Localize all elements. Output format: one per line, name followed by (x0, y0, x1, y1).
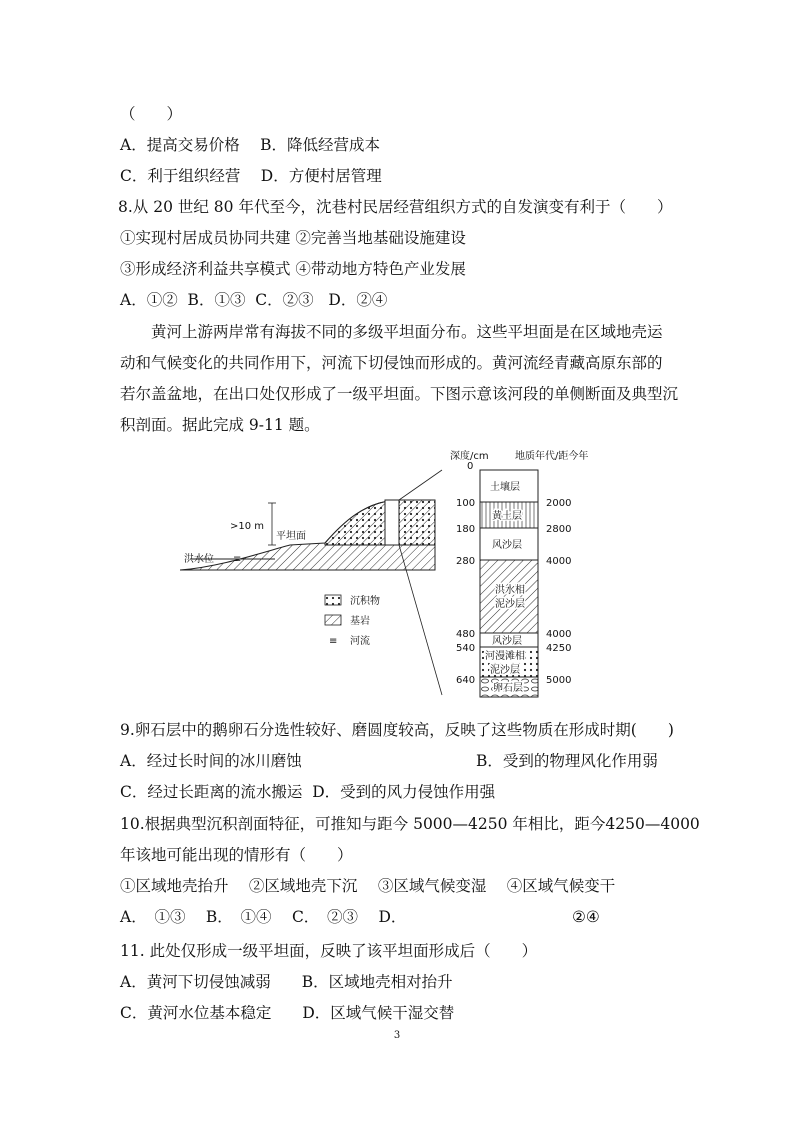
q9-options-cd: C．经过长距离的流水搬运 D．受到的风力侵蚀作用强 (120, 783, 496, 801)
layer-floodplain-2: 泥沙层 (490, 665, 520, 676)
flood-symbol: ≡ (233, 554, 242, 565)
depth-280: 280 (456, 556, 476, 567)
terrace-label: 平坦面 (276, 531, 306, 542)
q8-items-12: ①实现村居成员协同共建 ②完善当地基础设施建设 (120, 229, 466, 247)
age-2000: 2000 (546, 498, 572, 509)
q11-options-cd: C．黄河水位基本稳定 D．区域气候干湿交替 (120, 1004, 455, 1022)
q9-stem: 9.卵石层中的鹅卵石分选性较好、磨圆度较高，反映了这些物质在形成时期( ) (120, 721, 674, 739)
strat-column (450, 449, 588, 697)
age-2800: 2800 (546, 524, 572, 535)
q11-options-ab: A．黄河下切侵蚀减弱 B．区域地壳相对抬升 (120, 973, 453, 991)
passage-line-4: 积剖面。据此完成 9-11 题。 (120, 416, 320, 434)
layer-floodplain-1: 河漫滩相 (485, 651, 525, 662)
legend-sediment: 沉积物 (350, 596, 380, 607)
height-label: >10 m (230, 521, 265, 532)
legend-river-symbol: ≡ (329, 636, 338, 647)
depth-640: 640 (456, 675, 476, 686)
layer-aeolian-lower: 风沙层 (492, 636, 522, 647)
q10-stem-2: 年该地可能出现的情形有（ ） (120, 846, 353, 864)
passage-line-1: 黄河上游两岸常有海拔不同的多级平坦面分布。这些平坦面是在区域地壳运 (120, 323, 663, 341)
q8-stem: 8.从 20 世纪 80 年代至今，沈巷村民居经营组织方式的自发演变有利于（ ） (118, 198, 673, 216)
age-5000: 5000 (546, 675, 572, 686)
q8-items-34: ③形成经济利益共享模式 ④带动地方特色产业发展 (120, 260, 466, 278)
age-4000a: 4000 (546, 556, 572, 567)
legend-bedrock: 基岩 (350, 616, 370, 627)
layer-flood-2: 泥沙层 (495, 599, 525, 610)
cross-section (180, 470, 442, 695)
depth-header: 深度/cm (450, 451, 489, 462)
q9-option-a: A．经过长时间的冰川磨蚀 (120, 752, 302, 770)
layer-pebble: 卵石层 (493, 683, 523, 694)
layer-loess: 黄土层 (492, 511, 522, 522)
passage-line-2: 动和气候变化的共同作用下，河流下切侵蚀而形成的。黄河流经青藏高原东部的 (120, 354, 663, 372)
terrace-figure (180, 445, 620, 703)
flood-label: 洪水位 (184, 554, 214, 565)
q9-option-b: B．受到的物理风化作用弱 (476, 752, 658, 770)
depth-540: 540 (456, 643, 476, 654)
q10-options: A． ①③ B． ①④ C． ②③ D． (120, 908, 407, 926)
depth-100: 100 (456, 498, 476, 509)
passage-line-3: 若尔盖盆地，在出口处仅形成了一级平坦面。下图示意该河段的单侧断面及典型沉 (120, 385, 679, 403)
q7-options-ab: A．提高交易价格 B．降低经营成本 (120, 136, 381, 154)
age-header: 地质年代/距今年 (515, 451, 589, 462)
layer-flood-1: 洪水相 (495, 585, 525, 596)
q8-options: A．①② B．①③ C．②③ D．②④ (120, 291, 388, 309)
q10-stem-1: 10.根据典型沉积剖面特征，可推知与距今 5000—4250 年相比，距今4250—4000 (120, 815, 700, 833)
depth-180: 180 (456, 524, 476, 535)
legend-river: 河流 (350, 636, 370, 647)
legend (325, 594, 380, 647)
q7-blank: （ ） (120, 105, 183, 123)
q10-items: ①区域地壳抬升 ②区域地壳下沉 ③区域气候变湿 ④区域气候变干 (120, 877, 616, 895)
layer-soil: 土壤层 (490, 482, 520, 493)
q11-stem: 11. 此处仅形成一级平坦面，反映了该平坦面形成后（ ） (120, 942, 538, 960)
age-4250: 4250 (546, 643, 572, 654)
q7-options-cd: C．利于组织经营 D．方便村居管理 (120, 167, 382, 185)
depth-480: 480 (456, 629, 476, 640)
depth-0: 0 (467, 461, 474, 472)
q10-option-d: ②④ (572, 908, 600, 926)
layer-aeolian-upper: 风沙层 (492, 540, 522, 551)
page-number: 3 (393, 1030, 401, 1041)
age-4000b: 4000 (546, 629, 572, 640)
